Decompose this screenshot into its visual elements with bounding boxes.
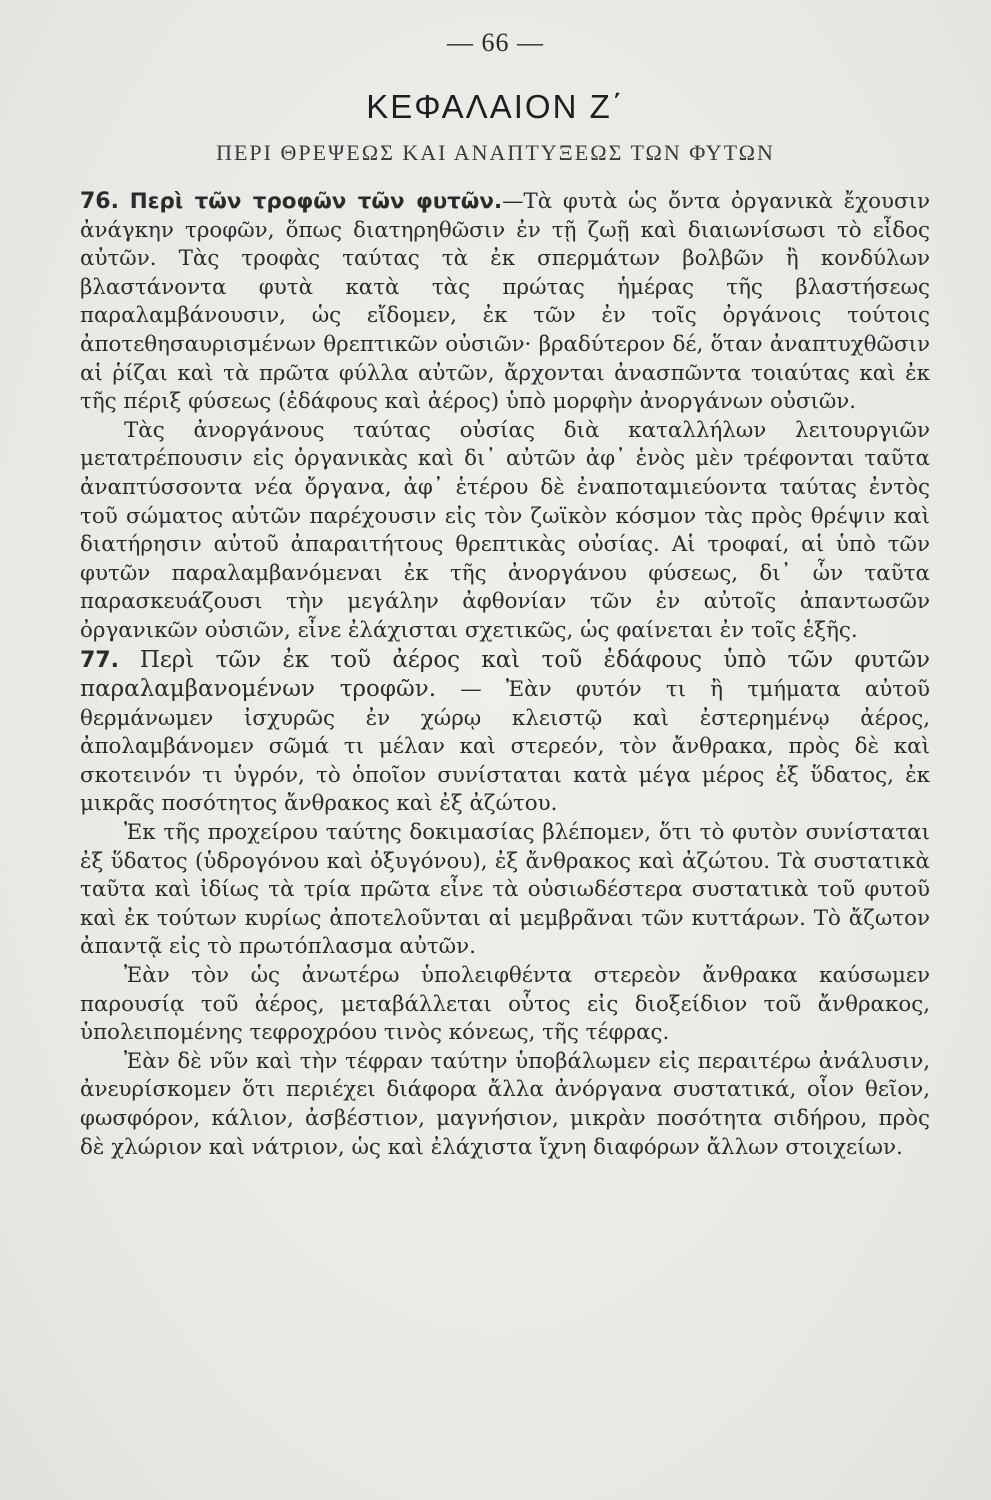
chapter-title: ΚΕΦΑΛΑΙΟΝ Ζ΄ bbox=[366, 88, 625, 125]
section-76-text-1: —Τὰ φυτὰ ὡς ὄντα ὀργανικὰ ἔχουσιν ἀνάγκην τροφῶν, ὅπως διατηρηθῶσιν ἐν τῇ ζωῇ καὶ διαιωνίσωσι τὸ εἶδος αὐτῶν. Τὰς τροφὰς ταύτας τὰ ἐκ σπερμάτων βολβῶν ἢ κονδύλων βλαστάνοντα φυτὰ κατὰ τὰς πρώτας ἡμέρας τῆς βλαστήσεως παραλαμβάνουσιν, ὡς εἴδομεν, ἐκ τῶν ἐν τοῖς ὀργάνοις τούτοις ἀποτεθησαυρισμένων θρεπτικῶν οὐσιῶν· βραδύτερον δέ, ὅταν ἀναπτυχθῶσιν αἱ ῥίζαι καὶ τὰ πρῶτα φύλλα αὐτῶν, ἄρχονται ἀνασπῶντα τοιαύτας καὶ ἐκ τῆς πέριξ φύσεως (ἐδάφους καὶ ἀέρος) ὑπὸ μορφὴν ἀνοργάνων οὐσιῶν. bbox=[80, 189, 930, 415]
body-text bbox=[80, 188, 930, 1162]
section-77-text-1: — Ἐὰν φυτόν τι ἢ τμήματα αὐτοῦ θερμάνωμεν ἰσχυρῶς ἐν χώρῳ κλειστῷ καὶ ἐστερημένῳ ἀέρος, ἀπολαμβάνομεν σῶμά τι μέλαν καὶ στερεόν, τὸν ἄνθρακα, πρὸς δὲ καὶ σκοτεινόν τι ὑγρόν, τὸ ὁποῖον συνίσταται κατὰ μέγα μέρος ἐξ ὕδατος, ἐκ μικρᾶς ποσότητος ἄνθρακος καὶ ἐξ ἀζώτου. bbox=[80, 677, 930, 817]
section-77-paragraph-2: Ἐκ τῆς προχείρου ταύτης δοκιμασίας βλέπομεν, ὅτι τὸ φυτὸν συνίσταται ἐξ ὕδατος (ὑδρογόνου καὶ ὀξυγόνου), ἐξ ἄνθρακος καὶ ἀζώτου. Τὰ συστατικὰ ταῦτα καὶ ἰδίως τὰ τρία πρῶτα εἶνε τὰ οὐσιωδέστερα συστατικὰ τοῦ φυτοῦ καὶ ἐκ τούτων κυρίως ἀποτελοῦνται αἱ μεμβρᾶναι τῶν κυττάρων. Τὸ ἄζωτον ἀπαντᾷ εἰς τὸ πρωτόπλασμα αὐτῶν. bbox=[80, 820, 930, 960]
section-76-heading: Περὶ τῶν τροφῶν τῶν φυτῶν. bbox=[129, 189, 503, 214]
section-76-paragraph-2: Τὰς ἀνοργάνους ταύτας οὐσίας διὰ καταλλήλων λειτουργιῶν μετατρέπουσιν εἰς ὀργανικὰς καὶ δι᾿ αὐτῶν ἀφ᾿ ἑνὸς μὲν τρέφονται ταῦτα ἀναπτύσσοντα νέα ὄργανα, ἀφ᾿ ἑτέρου δὲ ἐναποταμιεύοντα ταύτας ἐντὸς τοῦ σώματος αὐτῶν παρέχουσιν εἰς τὸν ζωϊκὸν κόσμον τὰς πρὸς θρέψιν καὶ διατήρησιν αὐτοῦ ἀπαραιτήτους θρεπτικὰς οὐσίας. Αἱ τροφαί, αἱ ὑπὸ τῶν φυτῶν παραλαμβανόμεναι ἐκ τῆς ἀνοργάνου φύσεως, δι᾿ ὧν ταῦτα παρασκευάζουσι τὴν μεγάλην ἀφθονίαν τῶν ἐν αὐτοῖς ἀπαντωσῶν ὀργανικῶν οὐσιῶν, εἶνε ἐλάχισται σχετικῶς, ὡς φαίνεται ἐν τοῖς ἑξῆς. bbox=[80, 417, 930, 643]
section-77-number: 77. bbox=[80, 647, 119, 673]
section-76-paragraph-1 bbox=[80, 188, 930, 417]
section-76-number: 76. bbox=[80, 189, 119, 214]
section-77-paragraph-1 bbox=[80, 646, 930, 820]
page-number: — 66 — bbox=[447, 28, 544, 57]
section-77-paragraph-4: Ἐὰν δὲ νῦν καὶ τὴν τέφραν ταύτην ὑποβάλωμεν εἰς περαιτέρω ἀνάλυσιν, ἀνευρίσκομεν ὅτι περιέχει διάφορα ἄλλα ἀνόργανα συστατικά, οἷον θεῖον, φωσφόρον, κάλιον, ἀσβέστιον, μαγνήσιον, μικρὰν ποσότητα σιδήρου, πρὸς δὲ χλώριον καὶ νάτριον, ὡς καὶ ἐλάχιστα ἴχνη διαφόρων ἄλλων στοιχείων. bbox=[80, 1048, 930, 1160]
section-77-paragraph-3: Ἐὰν τὸν ὡς ἀνωτέρω ὑπολειφθέντα στερεὸν ἄνθρακα καύσωμεν παρουσίᾳ τοῦ ἀέρος, μεταβάλλεται οὗτος εἰς διοξείδιον τοῦ ἄνθρακος, ὑπολειπομένης τεφροχρόου τινὸς κόνεως, τῆς τέφρας. bbox=[80, 963, 930, 1046]
chapter-subtitle: ΠΕΡΙ ΘΡΕΨΕΩΣ ΚΑΙ ΑΝΑΠΤΥΞΕΩΣ ΤΩΝ ΦΥΤΩΝ bbox=[216, 140, 775, 165]
section-77-heading: Περὶ τῶν ἐκ τοῦ ἀέρος καὶ τοῦ ἐδάφους ὑπὸ τῶν φυτῶν παραλαμβανομένων τροφῶν. bbox=[80, 646, 930, 703]
